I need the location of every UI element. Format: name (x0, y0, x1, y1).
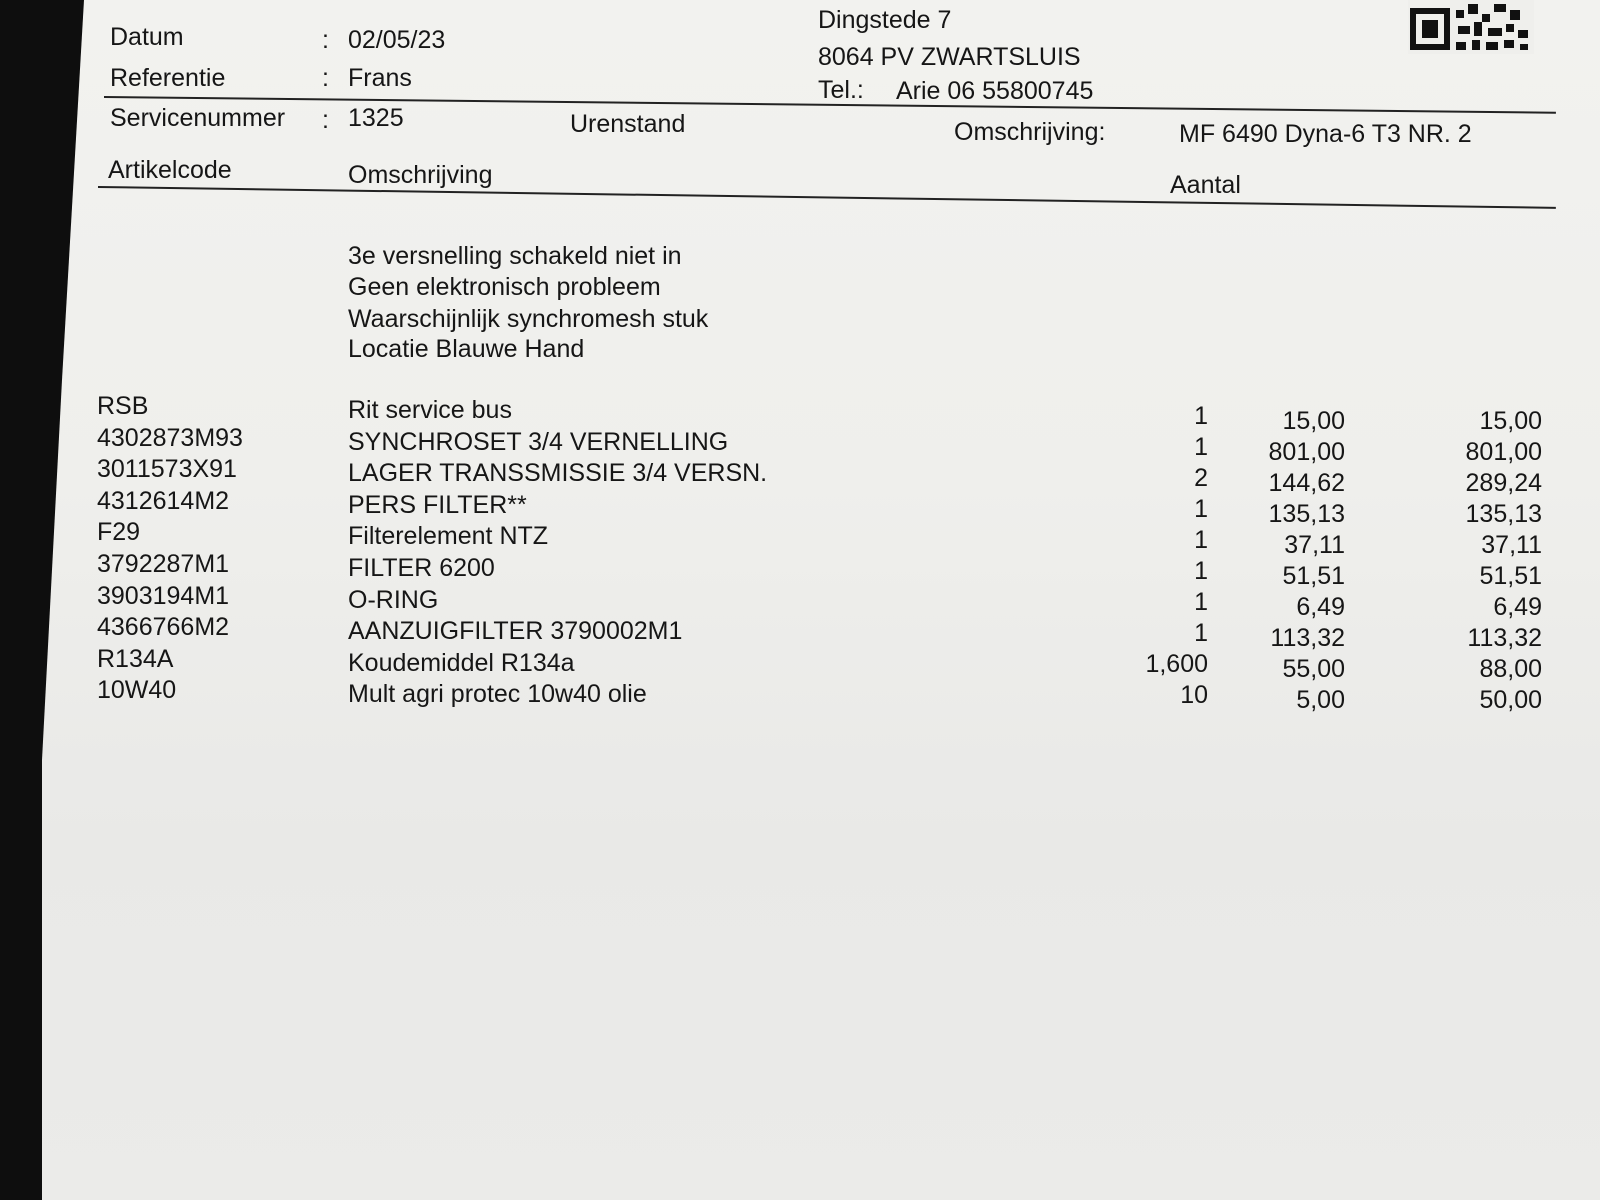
urenstand-label: Urenstand (570, 110, 686, 138)
item-total: 113,32 (1467, 624, 1542, 652)
item-description: Koudemiddel R134a (348, 648, 575, 677)
note-line: Waarschijnlijk synchromesh stuk (348, 305, 709, 333)
item-unit-price: 37,11 (1284, 531, 1345, 559)
item-description: Filterelement NTZ (348, 522, 549, 551)
address-street: Dingstede 7 (818, 6, 952, 34)
invoice-sheet (42, 0, 1600, 1200)
column-aantal: Aantal (1170, 171, 1241, 199)
item-total: 51,51 (1479, 562, 1542, 590)
item-description: LAGER TRANSSMISSIE 3/4 VERSN. (348, 459, 768, 488)
item-description: FILTER 6200 (348, 554, 495, 582)
item-unit-price: 6,49 (1296, 593, 1345, 621)
item-total: 50,00 (1479, 686, 1542, 714)
datum-value: 02/05/23 (348, 26, 446, 54)
column-artikelcode: Artikelcode (108, 156, 232, 184)
address-city: 8064 PV ZWARTSLUIS (818, 43, 1081, 71)
item-unit-price: 144,62 (1268, 469, 1345, 497)
column-omschrijving: Omschrijving (348, 161, 493, 189)
servicenummer-separator: : (322, 106, 329, 134)
note-line: 3e versnelling schakeld niet in (348, 242, 682, 270)
item-total: 135,13 (1465, 500, 1542, 528)
item-description: Mult agri protec 10w40 olie (348, 680, 647, 709)
item-quantity: 1 (1194, 557, 1208, 585)
datum-label: Datum (110, 23, 184, 51)
referentie-value: Frans (348, 64, 412, 92)
item-quantity: 1 (1194, 495, 1208, 523)
item-total: 15,00 (1479, 407, 1542, 435)
referentie-label: Referentie (110, 64, 226, 92)
item-unit-price: 51,51 (1282, 562, 1345, 590)
item-description: Rit service bus (348, 396, 512, 424)
item-quantity: 1,600 (1145, 650, 1208, 678)
servicenummer-label: Servicenummer (110, 104, 286, 132)
item-quantity: 1 (1194, 526, 1208, 554)
item-code: 4302873M93 (97, 423, 243, 452)
servicenummer-value: 1325 (348, 104, 404, 132)
item-total: 88,00 (1479, 655, 1542, 683)
item-quantity: 1 (1194, 588, 1208, 616)
item-code: 10W40 (97, 676, 177, 705)
item-code: F29 (97, 518, 141, 547)
item-code: 3011573X91 (97, 455, 237, 484)
item-code: 3792287M1 (97, 550, 230, 578)
item-total: 6,49 (1493, 593, 1542, 621)
item-code: 4366766M2 (97, 613, 230, 642)
item-code: RSB (97, 392, 149, 420)
item-description: AANZUIGFILTER 3790002M1 (348, 617, 683, 646)
note-line: Geen elektronisch probleem (348, 273, 661, 301)
tel-label: Tel.: (818, 76, 864, 104)
omschrijving-label: Omschrijving: (954, 118, 1106, 146)
item-quantity: 1 (1194, 402, 1208, 430)
item-total: 37,11 (1481, 531, 1542, 559)
datum-separator: : (322, 26, 329, 54)
item-code: 4312614M2 (97, 486, 230, 515)
item-quantity: 2 (1194, 464, 1208, 492)
item-unit-price: 113,32 (1270, 624, 1345, 652)
item-total: 801,00 (1465, 438, 1542, 466)
item-unit-price: 15,00 (1282, 407, 1345, 435)
item-code: R134A (97, 644, 174, 673)
tel-value: Arie 06 55800745 (896, 77, 1094, 105)
omschrijving-value: MF 6490 Dyna-6 T3 NR. 2 (1179, 120, 1472, 148)
item-unit-price: 801,00 (1268, 438, 1345, 466)
item-quantity: 1 (1194, 619, 1208, 647)
item-quantity: 1 (1194, 433, 1208, 461)
item-description: SYNCHROSET 3/4 VERNELLING (348, 427, 729, 456)
qr-code-icon (1408, 0, 1534, 54)
item-quantity: 10 (1180, 681, 1208, 709)
note-line: Locatie Blauwe Hand (348, 335, 585, 363)
item-unit-price: 55,00 (1282, 655, 1345, 683)
item-code: 3903194M1 (97, 581, 230, 610)
item-unit-price: 5,00 (1296, 686, 1345, 714)
item-unit-price: 135,13 (1268, 500, 1345, 528)
item-description: PERS FILTER** (348, 490, 527, 519)
item-description: O-RING (348, 585, 439, 614)
item-total: 289,24 (1465, 469, 1542, 497)
referentie-separator: : (322, 64, 329, 92)
